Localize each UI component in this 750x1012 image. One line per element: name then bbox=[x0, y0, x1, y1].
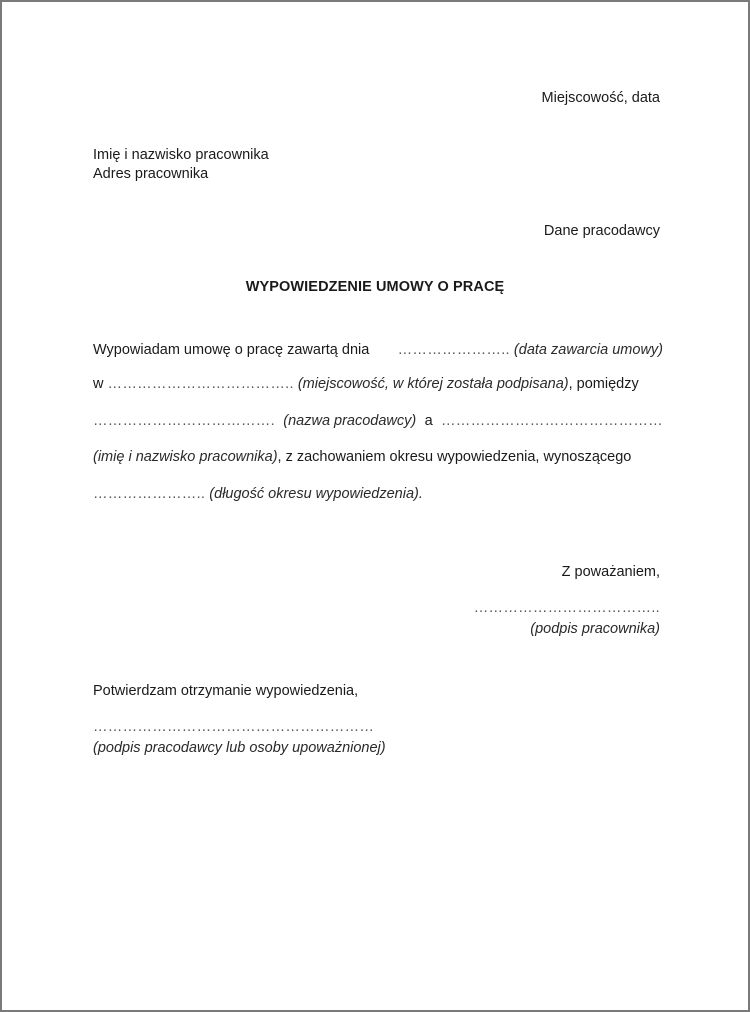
employee-signature-line: ……………………………….. bbox=[473, 600, 660, 616]
closing-greeting: Z poważaniem, bbox=[561, 564, 660, 580]
fill-in-dots: ………………………………. bbox=[93, 413, 275, 429]
body-line-5: ………………….. (długość okresu wypowiedzenia). bbox=[93, 486, 423, 502]
fill-in-dots: ……………………………………… bbox=[440, 413, 663, 429]
hint-employer-name: (nazwa pracodawcy) bbox=[283, 413, 417, 429]
document-title: WYPOWIEDZENIE UMOWY O PRACĘ bbox=[245, 279, 505, 295]
body-text: Wypowiadam umowę o pracę zawartą dnia bbox=[93, 342, 370, 358]
body-text: , z zachowaniem okresu wypowiedzenia, wynoszącego bbox=[277, 449, 632, 465]
fill-in-dots: ……………………………….. bbox=[107, 376, 294, 392]
hint-notice-period: (długość okresu wypowiedzenia) bbox=[209, 486, 419, 502]
hint-employee-name: (imię i nazwisko pracownika) bbox=[93, 449, 278, 465]
fill-in-dots: ………………….. bbox=[93, 486, 206, 502]
employer-signature-line: ………………………………………………… bbox=[93, 719, 375, 735]
body-line-1 bbox=[93, 342, 663, 358]
fill-in-dots: ………………….. bbox=[397, 342, 510, 358]
employer-signature-label: (podpis pracodawcy lub osoby upoważnionej) bbox=[93, 740, 386, 756]
confirmation-text: Potwierdzam otrzymanie wypowiedzenia, bbox=[93, 683, 359, 699]
body-line-2 bbox=[93, 376, 663, 392]
employee-address-label: Adres pracownika bbox=[93, 166, 209, 182]
employee-signature-label: (podpis pracownika) bbox=[530, 621, 660, 637]
body-text: a bbox=[424, 413, 433, 429]
employer-data-label: Dane pracodawcy bbox=[543, 223, 660, 239]
hint-contract-date: (data zawarcia umowy) bbox=[513, 342, 663, 358]
place-date-label: Miejscowość, data bbox=[541, 90, 660, 106]
body-text: w bbox=[93, 376, 104, 392]
body-text: , pomiędzy bbox=[568, 376, 639, 392]
employee-name-label: Imię i nazwisko pracownika bbox=[93, 147, 269, 163]
body-line-3 bbox=[93, 413, 663, 429]
body-line-4 bbox=[93, 449, 663, 465]
hint-signing-place: (miejscowość, w której została podpisana) bbox=[297, 376, 569, 392]
